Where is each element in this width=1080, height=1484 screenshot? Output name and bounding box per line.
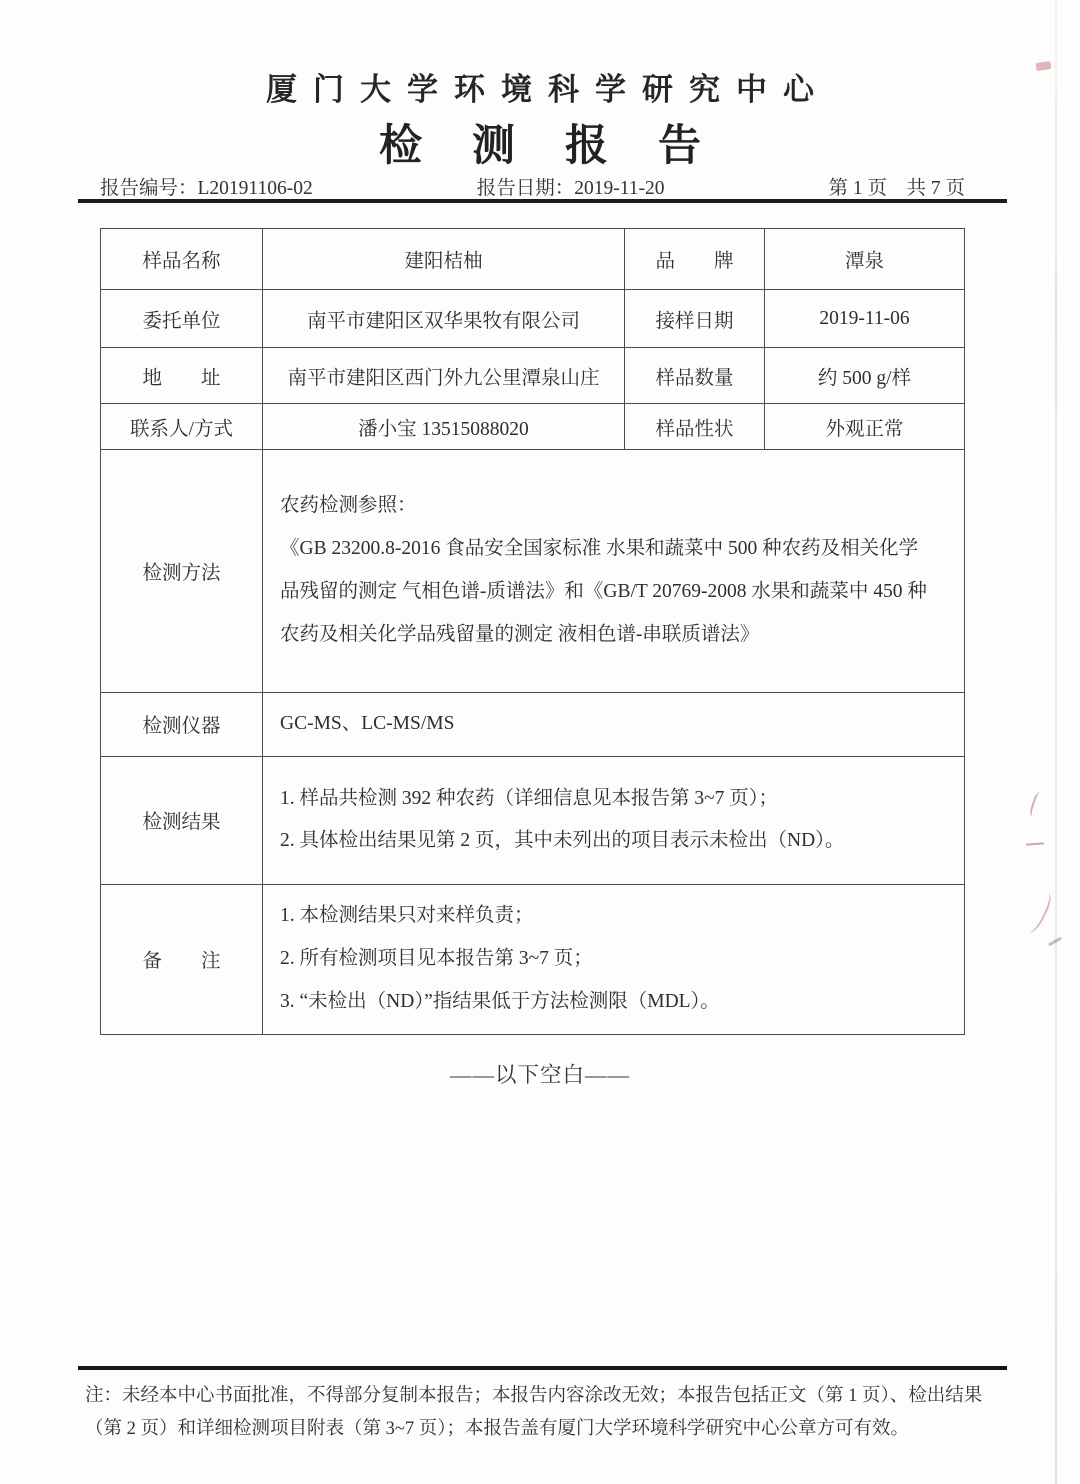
- table-row: [101, 348, 965, 404]
- handwriting-artifact: [1026, 842, 1044, 845]
- contact-label: 联系人/方式: [101, 404, 263, 450]
- method-cell: [263, 450, 965, 693]
- page-edge-artifact: [1055, 0, 1057, 1484]
- table-row: [101, 229, 965, 290]
- result-line: 1. 样品共检测 392 种农药（详细信息见本报告第 3~7 页）；: [280, 787, 779, 809]
- handwriting-artifact: [1021, 889, 1055, 936]
- sample-name-value: 建阳桔柚: [263, 229, 625, 290]
- table-row: [101, 290, 965, 348]
- footer-note-line: （第 2 页）和详细检测项目附表（第 3~7 页）；本报告盖有厦门大学环境科学研究中心公章方可有效。: [85, 1418, 910, 1439]
- remark-label: 备 注: [101, 884, 263, 1034]
- receipt-date-label: 接样日期: [625, 290, 765, 348]
- method-intro: 农药检测参照：: [280, 495, 417, 517]
- page-indicator: 第 1 页 共 7 页: [828, 178, 965, 199]
- org-name: 厦门大学环境科学研究中心: [266, 72, 830, 107]
- footer-note: [85, 1380, 997, 1446]
- footer-divider: [78, 1366, 1007, 1370]
- remark-line: 2. 所有检测项目见本报告第 3~7 页；: [280, 947, 593, 969]
- sample-quantity-value: 约 500 g/样: [765, 348, 965, 404]
- table-row: [101, 756, 965, 884]
- result-label: 检测结果: [101, 756, 263, 884]
- client-value: 南平市建阳区双华果牧有限公司: [263, 290, 625, 348]
- report-table: [100, 228, 965, 1035]
- method-text: 《GB 23200.8-2016 食品安全国家标准 水果和蔬菜中 500 种农药及相关化学品残留的测定 气相色谱-质谱法》和《GB/T 20769-2008 水果和蔬菜中 450 种农药及相关化学品残留量的测定 液相色谱-串联质谱法》: [280, 538, 927, 645]
- sample-condition-value: 外观正常: [765, 404, 965, 450]
- report-meta-row: [100, 172, 965, 200]
- remark-cell: [263, 884, 965, 1034]
- brand-label: 品 牌: [625, 229, 765, 290]
- remark-line: 1. 本检测结果只对来样负责；: [280, 904, 534, 926]
- table-row: [101, 450, 965, 693]
- footer-note-line: 注：未经本中心书面批准，不得部分复制本报告；本报告内容涂改无效；本报告包括正文（第 1 页）、检出结果: [85, 1386, 983, 1406]
- report-date: [477, 172, 665, 200]
- receipt-date-value: 2019-11-06: [765, 290, 965, 348]
- instrument-label: 检测仪器: [101, 693, 263, 757]
- sample-name-label: 样品名称: [101, 229, 263, 290]
- method-label: 检测方法: [101, 450, 263, 693]
- table-row: [101, 404, 965, 450]
- instrument-value: GC-MS、LC-MS/MS: [263, 693, 965, 757]
- sample-condition-label: 样品性状: [625, 404, 765, 450]
- blank-below-note: ——以下空白——: [449, 1063, 630, 1087]
- result-cell: [263, 756, 965, 884]
- result-line: 2. 具体检出结果见第 2 页，其中未列出的项目表示未检出（ND）。: [280, 830, 845, 852]
- contact-value: 潘小宝 13515088020: [263, 404, 625, 450]
- report-date-label: 报告日期：: [476, 178, 575, 199]
- report-number-value: L20191106-02: [197, 178, 313, 199]
- report-date-value: 2019-11-20: [574, 178, 665, 199]
- address-label: 地 址: [101, 348, 263, 404]
- report-number-label: 报告编号：: [100, 178, 198, 199]
- client-label: 委托单位: [101, 290, 263, 348]
- remark-line: 3. “未检出（ND）”指结果低于方法检测限（MDL）。: [280, 990, 720, 1012]
- handwriting-artifact: [1028, 791, 1046, 819]
- address-value: 南平市建阳区西门外九公里潭泉山庄: [263, 348, 625, 404]
- sample-quantity-label: 样品数量: [625, 348, 765, 404]
- brand-value: 潭泉: [765, 229, 965, 290]
- table-row: [101, 693, 965, 757]
- report-title: 检测报告: [379, 123, 751, 170]
- report-number: [100, 172, 313, 200]
- header-divider: [78, 199, 1007, 203]
- table-row: [101, 884, 965, 1034]
